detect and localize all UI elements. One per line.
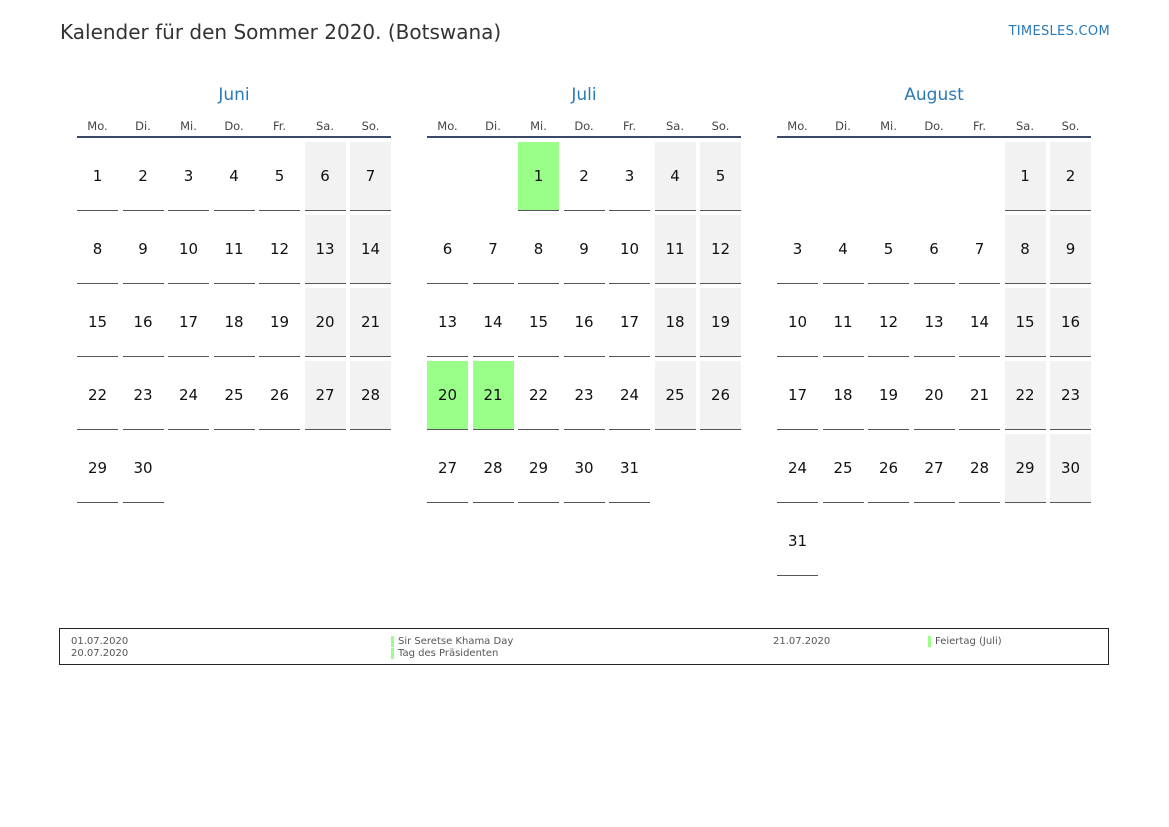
day-cell: 9 bbox=[1050, 215, 1091, 284]
day-cell: 7 bbox=[350, 142, 391, 211]
day-cell: 16 bbox=[123, 288, 164, 357]
day-cell: 11 bbox=[655, 215, 696, 284]
weekday-label: Fr. bbox=[272, 119, 287, 133]
legend-holiday-name: Sir Seretse Khama Day bbox=[391, 636, 513, 648]
legend-date: 01.07.2020 bbox=[71, 636, 129, 647]
weekday-label: So. bbox=[711, 119, 730, 133]
empty-day-cell bbox=[777, 142, 818, 211]
day-cell: 17 bbox=[777, 361, 818, 430]
day-cell: 30 bbox=[1050, 434, 1091, 503]
day-cell: 29 bbox=[1005, 434, 1046, 503]
day-cell: 27 bbox=[914, 434, 955, 503]
day-cell: 18 bbox=[214, 288, 255, 357]
empty-day-cell bbox=[868, 142, 909, 211]
day-cell: 30 bbox=[123, 434, 164, 503]
day-cell: 28 bbox=[473, 434, 514, 503]
day-cell: 27 bbox=[427, 434, 468, 503]
day-cell: 5 bbox=[700, 142, 741, 211]
weekday-header bbox=[427, 118, 741, 138]
month-july bbox=[427, 84, 741, 503]
weekday-label: Do. bbox=[224, 119, 244, 133]
day-cell: 15 bbox=[1005, 288, 1046, 357]
day-cell: 11 bbox=[214, 215, 255, 284]
day-cell: 3 bbox=[777, 215, 818, 284]
page-title: Kalender für den Sommer 2020. (Botswana) bbox=[60, 20, 502, 44]
day-cell: 1 bbox=[77, 142, 118, 211]
day-cell: 12 bbox=[259, 215, 300, 284]
day-cell: 8 bbox=[77, 215, 118, 284]
day-grid bbox=[77, 142, 391, 503]
day-cell: 11 bbox=[823, 288, 864, 357]
day-cell: 10 bbox=[168, 215, 209, 284]
month-name: August bbox=[904, 85, 964, 105]
day-cell: 3 bbox=[168, 142, 209, 211]
empty-day-cell bbox=[914, 142, 955, 211]
day-cell: 26 bbox=[700, 361, 741, 430]
weekday-label: Fr. bbox=[972, 119, 987, 133]
weekday-label: So. bbox=[361, 119, 380, 133]
weekday-header bbox=[77, 118, 391, 138]
empty-day-cell bbox=[914, 507, 955, 576]
day-cell: 18 bbox=[823, 361, 864, 430]
day-cell: 29 bbox=[518, 434, 559, 503]
day-cell: 19 bbox=[700, 288, 741, 357]
day-cell: 24 bbox=[168, 361, 209, 430]
empty-day-cell bbox=[823, 507, 864, 576]
day-cell: 28 bbox=[959, 434, 1000, 503]
day-cell: 27 bbox=[305, 361, 346, 430]
day-cell: 15 bbox=[518, 288, 559, 357]
day-cell: 6 bbox=[427, 215, 468, 284]
day-cell: 7 bbox=[473, 215, 514, 284]
weekday-label: Do. bbox=[924, 119, 944, 133]
day-cell: 15 bbox=[77, 288, 118, 357]
empty-day-cell bbox=[350, 434, 391, 503]
day-cell: 4 bbox=[823, 215, 864, 284]
empty-day-cell bbox=[700, 434, 741, 503]
month-name: Juni bbox=[218, 85, 250, 105]
day-cell: 6 bbox=[305, 142, 346, 211]
day-cell: 23 bbox=[123, 361, 164, 430]
day-cell: 17 bbox=[168, 288, 209, 357]
weekday-label: Mi. bbox=[180, 119, 197, 133]
weekday-label: Mo. bbox=[87, 119, 108, 133]
day-cell: 20 bbox=[427, 361, 468, 430]
day-cell: 17 bbox=[609, 288, 650, 357]
day-cell: 8 bbox=[1005, 215, 1046, 284]
day-cell: 18 bbox=[655, 288, 696, 357]
day-cell: 22 bbox=[1005, 361, 1046, 430]
day-cell: 24 bbox=[777, 434, 818, 503]
day-cell: 16 bbox=[1050, 288, 1091, 357]
empty-day-cell bbox=[823, 142, 864, 211]
weekday-label: Di. bbox=[135, 119, 151, 133]
day-cell: 30 bbox=[564, 434, 605, 503]
day-cell: 31 bbox=[609, 434, 650, 503]
day-cell: 13 bbox=[305, 215, 346, 284]
weekday-label: Di. bbox=[835, 119, 851, 133]
weekday-label: Mi. bbox=[880, 119, 897, 133]
day-cell: 22 bbox=[77, 361, 118, 430]
empty-day-cell bbox=[214, 434, 255, 503]
day-cell: 23 bbox=[564, 361, 605, 430]
weekday-label: Sa. bbox=[1015, 119, 1034, 133]
day-cell: 5 bbox=[868, 215, 909, 284]
empty-day-cell bbox=[305, 434, 346, 503]
day-cell: 1 bbox=[518, 142, 559, 211]
day-cell: 13 bbox=[427, 288, 468, 357]
weekday-label: Mi. bbox=[530, 119, 547, 133]
day-cell: 31 bbox=[777, 507, 818, 576]
day-cell: 20 bbox=[305, 288, 346, 357]
weekday-label: Mo. bbox=[437, 119, 458, 133]
holiday-legend bbox=[59, 628, 1109, 665]
day-cell: 23 bbox=[1050, 361, 1091, 430]
day-cell: 19 bbox=[259, 288, 300, 357]
day-cell: 10 bbox=[609, 215, 650, 284]
day-cell: 14 bbox=[473, 288, 514, 357]
day-cell: 8 bbox=[518, 215, 559, 284]
day-cell: 6 bbox=[914, 215, 955, 284]
empty-day-cell bbox=[473, 142, 514, 211]
day-cell: 4 bbox=[214, 142, 255, 211]
site-link[interactable]: TIMESLES.COM bbox=[1008, 24, 1110, 39]
weekday-header bbox=[777, 118, 1091, 138]
weekday-label: Mo. bbox=[787, 119, 808, 133]
day-cell: 2 bbox=[123, 142, 164, 211]
day-cell: 12 bbox=[700, 215, 741, 284]
day-cell: 7 bbox=[959, 215, 1000, 284]
day-grid bbox=[777, 142, 1091, 576]
day-grid bbox=[427, 142, 741, 503]
month-june bbox=[77, 84, 391, 503]
day-cell: 21 bbox=[473, 361, 514, 430]
weekday-label: Fr. bbox=[622, 119, 637, 133]
legend-date: 20.07.2020 bbox=[71, 648, 129, 659]
day-cell: 3 bbox=[609, 142, 650, 211]
day-cell: 14 bbox=[959, 288, 1000, 357]
empty-day-cell bbox=[655, 434, 696, 503]
day-cell: 13 bbox=[914, 288, 955, 357]
day-cell: 19 bbox=[868, 361, 909, 430]
day-cell: 24 bbox=[609, 361, 650, 430]
day-cell: 26 bbox=[868, 434, 909, 503]
day-cell: 9 bbox=[564, 215, 605, 284]
day-cell: 9 bbox=[123, 215, 164, 284]
legend-date: 21.07.2020 bbox=[773, 636, 831, 647]
empty-day-cell bbox=[959, 507, 1000, 576]
day-cell: 2 bbox=[1050, 142, 1091, 211]
day-cell: 25 bbox=[823, 434, 864, 503]
day-cell: 5 bbox=[259, 142, 300, 211]
day-cell: 12 bbox=[868, 288, 909, 357]
day-cell: 26 bbox=[259, 361, 300, 430]
day-cell: 20 bbox=[914, 361, 955, 430]
day-cell: 16 bbox=[564, 288, 605, 357]
day-cell: 21 bbox=[959, 361, 1000, 430]
day-cell: 2 bbox=[564, 142, 605, 211]
weekday-label: Di. bbox=[485, 119, 501, 133]
day-cell: 29 bbox=[77, 434, 118, 503]
day-cell: 10 bbox=[777, 288, 818, 357]
weekday-label: So. bbox=[1061, 119, 1080, 133]
empty-day-cell bbox=[959, 142, 1000, 211]
empty-day-cell bbox=[1005, 507, 1046, 576]
day-cell: 25 bbox=[655, 361, 696, 430]
weekday-label: Sa. bbox=[665, 119, 684, 133]
legend-holiday-name: Feiertag (Juli) bbox=[928, 636, 1002, 648]
day-cell: 22 bbox=[518, 361, 559, 430]
empty-day-cell bbox=[1050, 507, 1091, 576]
day-cell: 25 bbox=[214, 361, 255, 430]
empty-day-cell bbox=[868, 507, 909, 576]
empty-day-cell bbox=[168, 434, 209, 503]
day-cell: 21 bbox=[350, 288, 391, 357]
month-name: Juli bbox=[571, 85, 597, 105]
empty-day-cell bbox=[259, 434, 300, 503]
empty-day-cell bbox=[427, 142, 468, 211]
day-cell: 4 bbox=[655, 142, 696, 211]
legend-holiday-name: Tag des Präsidenten bbox=[391, 648, 498, 660]
day-cell: 14 bbox=[350, 215, 391, 284]
weekday-label: Sa. bbox=[315, 119, 334, 133]
weekday-label: Do. bbox=[574, 119, 594, 133]
month-august bbox=[777, 84, 1091, 576]
day-cell: 28 bbox=[350, 361, 391, 430]
day-cell: 1 bbox=[1005, 142, 1046, 211]
